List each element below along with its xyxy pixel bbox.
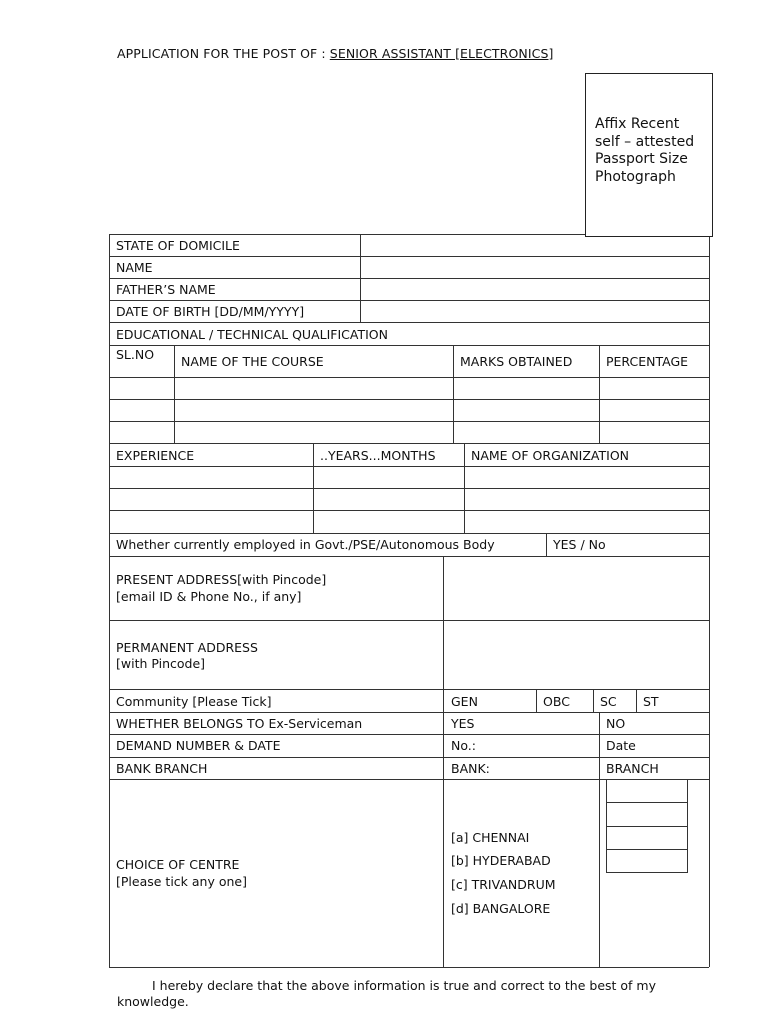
col-percentage: PERCENTAGE <box>606 354 689 369</box>
name-label: NAME <box>116 260 153 275</box>
photo-box[interactable] <box>585 73 713 237</box>
col-marks: MARKS OBTAINED <box>460 354 573 369</box>
demand-number-field[interactable]: No.: <box>451 738 476 753</box>
centre-checkbox-chennai[interactable] <box>607 780 687 802</box>
col-experience: EXPERIENCE <box>116 448 195 463</box>
permanent-address-label: PERMANENT ADDRESS <box>116 640 258 655</box>
present-address-label: PRESENT ADDRESS[with Pincode] <box>116 572 327 587</box>
father-name-label: FATHER’S NAME <box>116 282 216 297</box>
centre-label: CHOICE OF CENTRE <box>116 857 240 872</box>
form-title-prefix: APPLICATION FOR THE POST OF : <box>117 46 326 61</box>
declaration-text: I hereby declare that the above information is true and correct to the best of my knowledge. <box>117 978 656 1009</box>
col-years-months: ..YEARS...MONTHS <box>320 448 436 463</box>
state-input[interactable] <box>361 235 585 256</box>
present-address-input[interactable] <box>444 557 708 620</box>
employed-question: Whether currently employed in Govt./PSE/Autonomous Body <box>116 537 495 552</box>
father-name-input[interactable] <box>361 279 708 300</box>
exserviceman-label: WHETHER BELONGS TO Ex-Serviceman <box>116 716 363 731</box>
centre-option-chennai: [a] CHENNAI <box>451 830 530 845</box>
col-organization: NAME OF ORGANIZATION <box>471 448 630 463</box>
community-sc[interactable]: SC <box>600 694 617 709</box>
bank-field[interactable]: BANK: <box>451 761 490 776</box>
employed-answer[interactable]: YES / No <box>553 537 606 552</box>
community-st[interactable]: ST <box>643 694 659 709</box>
exserviceman-no[interactable]: NO <box>606 716 626 731</box>
permanent-address-input[interactable] <box>444 621 708 689</box>
state-label: STATE OF DOMICILE <box>116 238 240 253</box>
dob-label: DATE OF BIRTH [DD/MM/YYYY] <box>116 304 305 319</box>
col-slno: SL.NO <box>116 347 155 362</box>
centre-note: [Please tick any one] <box>116 874 247 889</box>
col-course-name: NAME OF THE COURSE <box>181 354 324 369</box>
demand-date-field[interactable]: Date <box>606 738 636 753</box>
community-gen[interactable]: GEN <box>451 694 478 709</box>
name-input[interactable] <box>361 257 708 278</box>
permanent-address-note: [with Pincode] <box>116 656 206 671</box>
exserviceman-yes[interactable]: YES <box>451 716 475 731</box>
form-title <box>117 46 553 61</box>
photo-text-line4: Photograph <box>595 168 676 185</box>
photo-text-line2: self – attested <box>595 133 695 150</box>
photo-text-line3: Passport Size <box>595 151 688 167</box>
centre-option-bangalore: [d] BANGALORE <box>451 901 551 916</box>
bank-branch-label: BANK BRANCH <box>116 761 208 776</box>
photo-text-line1: Affix Recent <box>595 116 680 132</box>
present-address-note: [email ID & Phone No., if any] <box>116 589 302 604</box>
community-label: Community [Please Tick] <box>116 694 272 709</box>
centre-checkbox-trivandrum[interactable] <box>607 827 687 849</box>
centre-checkbox-hyderabad[interactable] <box>607 803 687 826</box>
demand-label: DEMAND NUMBER & DATE <box>116 738 281 753</box>
dob-input[interactable] <box>361 301 708 322</box>
education-heading: EDUCATIONAL / TECHNICAL QUALIFICATION <box>116 327 388 342</box>
centre-checkbox-bangalore[interactable] <box>607 850 687 872</box>
centre-option-hyderabad: [b] HYDERABAD <box>451 853 551 868</box>
centre-option-trivandrum: [c] TRIVANDRUM <box>451 877 556 892</box>
branch-field[interactable]: BRANCH <box>606 761 659 776</box>
community-obc[interactable]: OBC <box>543 694 570 709</box>
post-name: SENIOR ASSISTANT [ELECTRONICS] <box>329 46 554 61</box>
